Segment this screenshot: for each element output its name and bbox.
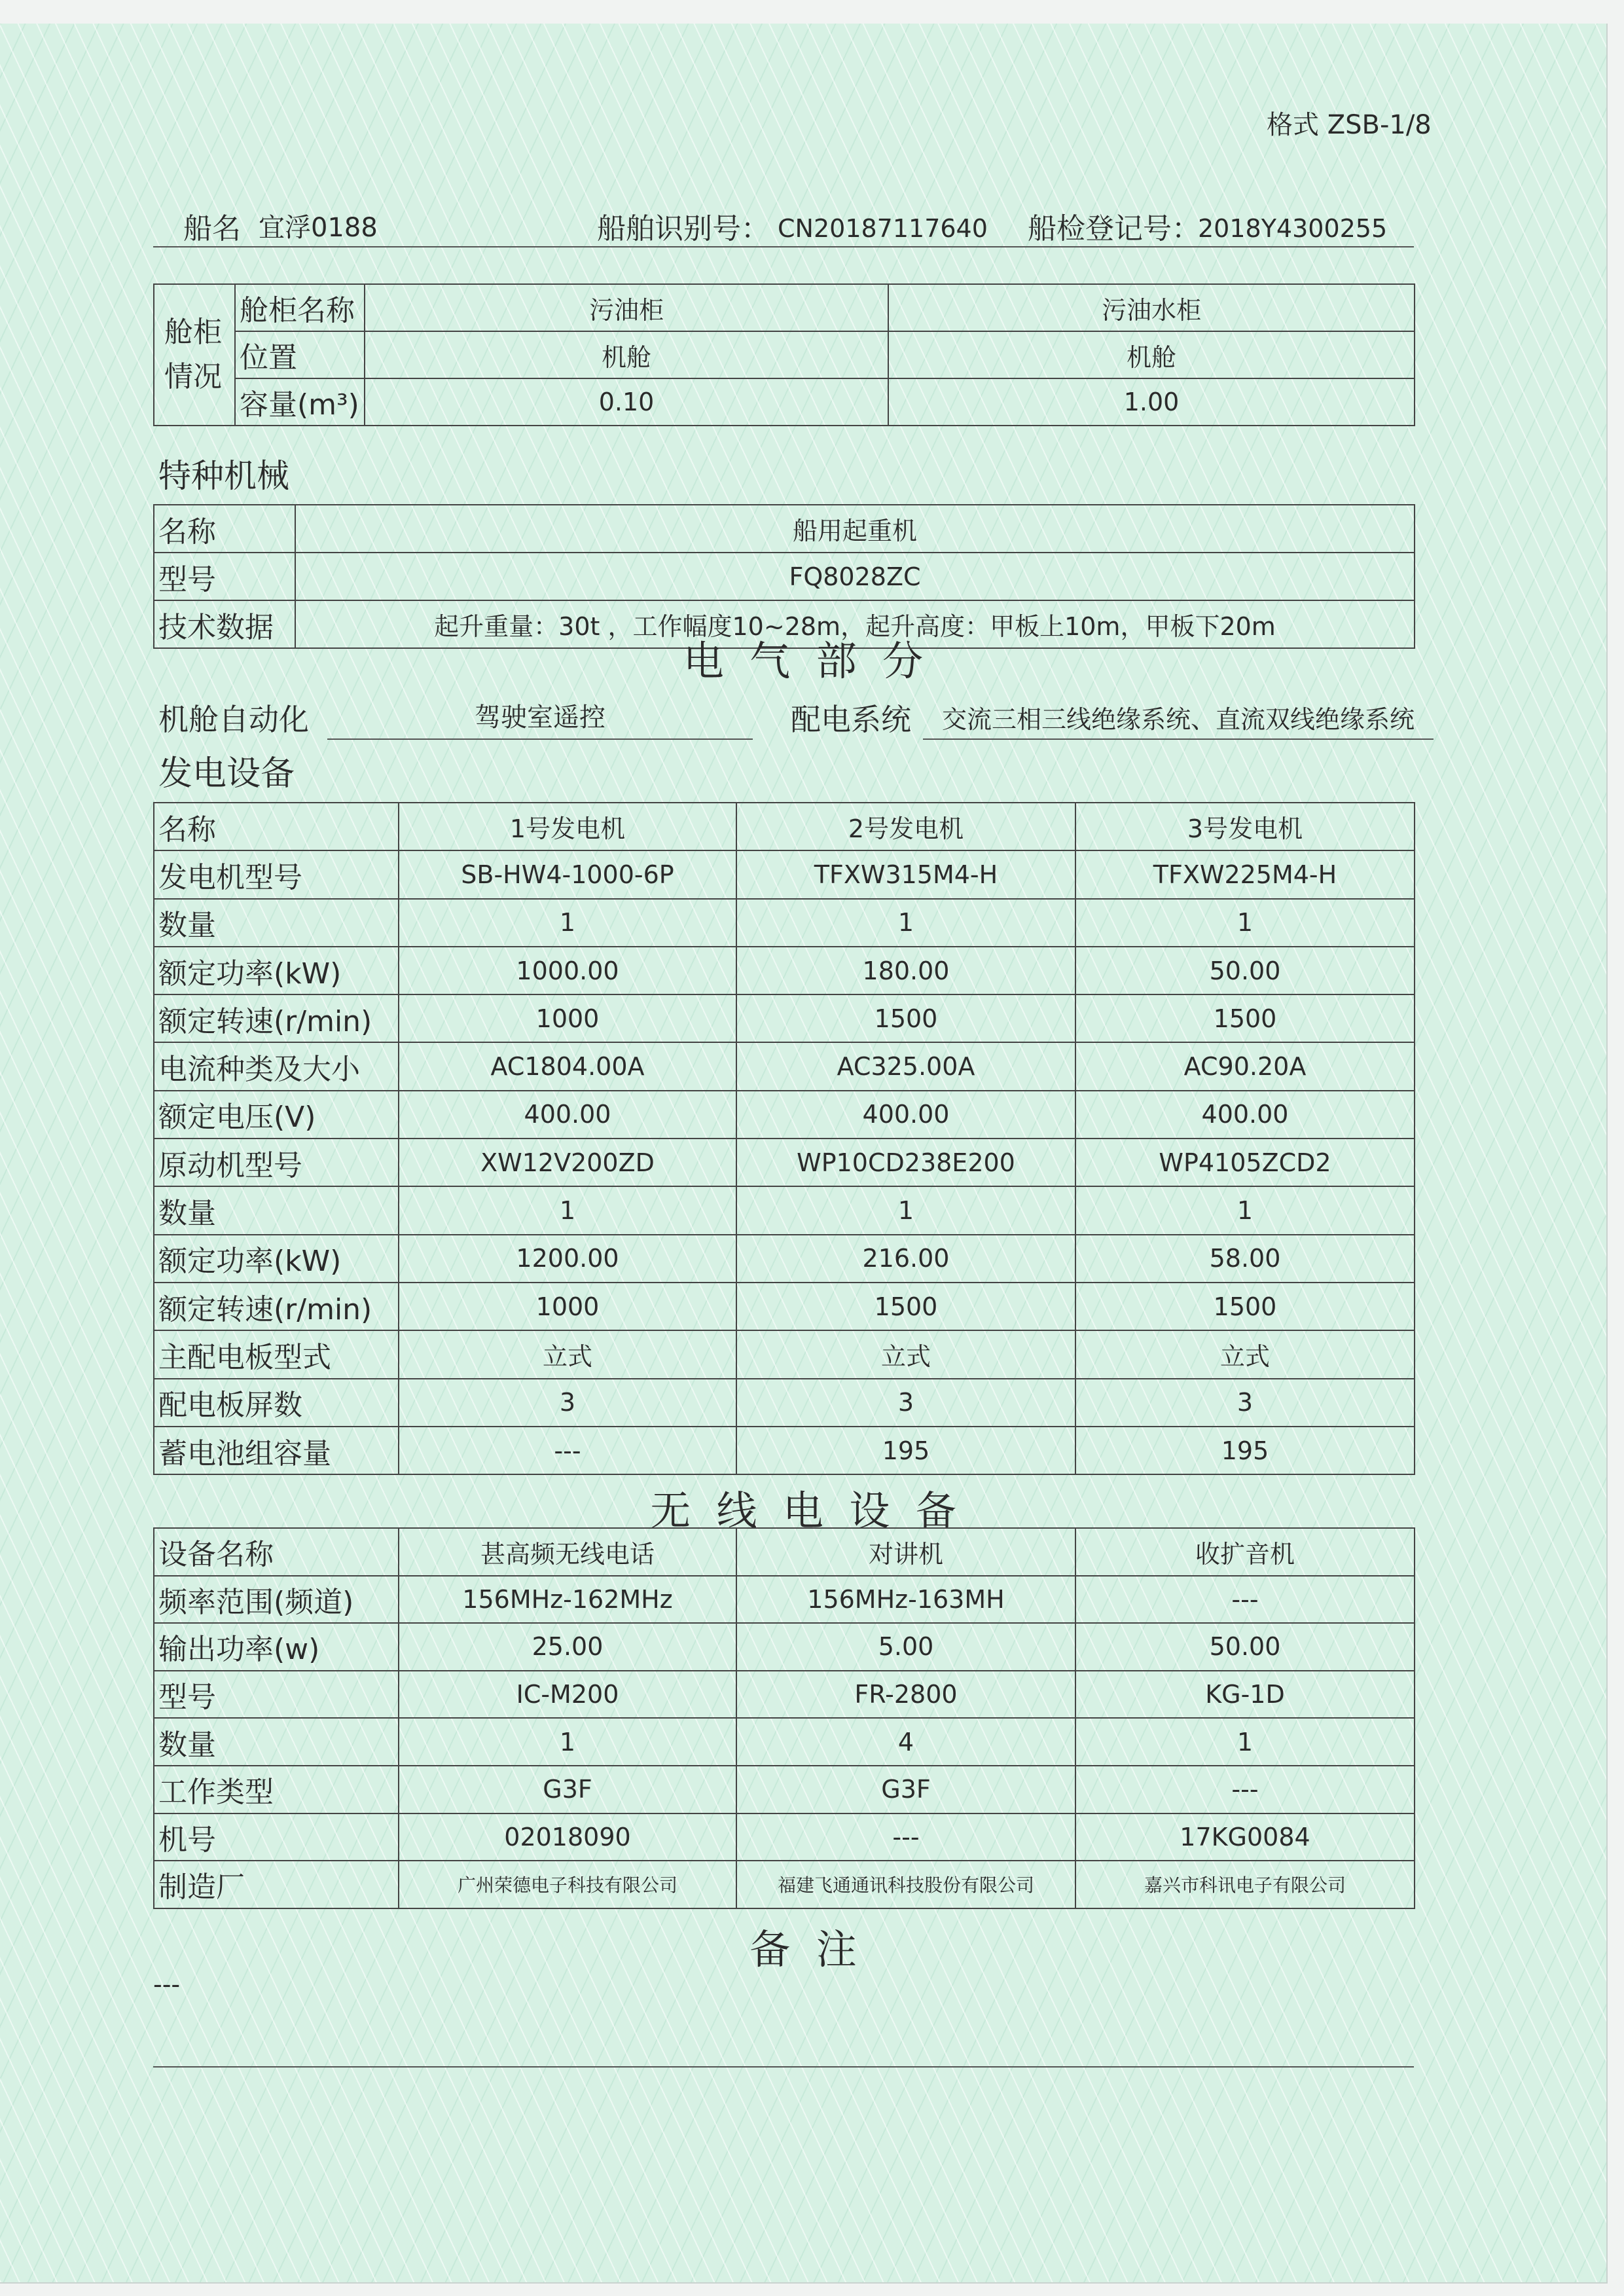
automation-value: 驾驶室遥控 (475, 702, 605, 733)
radio-table (153, 1527, 1415, 1909)
table-cell: G3F (399, 1766, 736, 1813)
table-cell: 1 (1075, 1718, 1415, 1766)
table-cell: 1200.00 (399, 1235, 736, 1283)
table-cell: AC1804.00A (399, 1042, 736, 1090)
tanks-row-label: 舱柜名称 (235, 284, 365, 331)
electrical-title: 电 气 部 分 (683, 637, 924, 685)
table-cell: XW12V200ZD (399, 1139, 736, 1186)
table-cell: 甚高频无线电话 (399, 1528, 736, 1576)
table-cell: KG-1D (1075, 1671, 1415, 1719)
machinery-cell: 船用起重机 (295, 505, 1415, 553)
tanks-row-label: 位置 (235, 331, 365, 378)
table-cell: 1500 (1075, 1283, 1415, 1330)
table-cell: 3 (1075, 1379, 1415, 1427)
table-cell: WP4105ZCD2 (1075, 1139, 1415, 1186)
table-cell: G3F (736, 1766, 1075, 1813)
machinery-cell: FQ8028ZC (295, 553, 1415, 600)
table-row (154, 994, 1415, 1042)
table-row (154, 1576, 1415, 1624)
table-cell: AC325.00A (736, 1042, 1075, 1090)
table-cell: 1500 (736, 994, 1075, 1042)
table-cell: 4 (736, 1718, 1075, 1766)
table-cell: 195 (1075, 1427, 1415, 1474)
table-cell: 1 (399, 1186, 736, 1234)
table-row (154, 1379, 1415, 1427)
table-cell: 3 (736, 1379, 1075, 1427)
row-label: 制造厂 (154, 1861, 399, 1908)
table-cell: 180.00 (736, 947, 1075, 994)
tanks-row-label: 容量(m³) (235, 378, 365, 426)
table-row (154, 1042, 1415, 1090)
table-cell: 400.00 (736, 1091, 1075, 1139)
row-label: 工作类型 (154, 1766, 399, 1813)
table-cell: 收扩音机 (1075, 1528, 1415, 1576)
table-cell: 58.00 (1075, 1235, 1415, 1283)
table-row (154, 1766, 1415, 1813)
table-cell: TFXW225M4-H (1075, 850, 1415, 898)
tanks-row (154, 378, 1415, 426)
table-cell: 50.00 (1075, 1623, 1415, 1671)
remarks-title: 备 注 (749, 1925, 857, 1973)
table-cell: 1 (1075, 1186, 1415, 1234)
distribution-underline (923, 738, 1434, 740)
automation-label: 机舱自动化 (158, 702, 309, 737)
table-cell: --- (1075, 1766, 1415, 1813)
table-row (154, 1861, 1415, 1908)
row-label: 设备名称 (154, 1528, 399, 1576)
ship-name-value: 宜浮0188 (259, 213, 378, 243)
table-cell: 1号发电机 (399, 803, 736, 850)
tanks-row (154, 331, 1415, 378)
table-cell: 1 (399, 899, 736, 947)
remarks-underline (153, 2066, 1414, 2068)
table-row (154, 1091, 1415, 1139)
ship-reg-label: 船检登记号： (1028, 212, 1200, 246)
row-label: 电流种类及大小 (154, 1042, 399, 1090)
table-row (154, 1623, 1415, 1671)
table-cell: 1000.00 (399, 947, 736, 994)
tanks-cell: 污油水柜 (888, 284, 1415, 331)
table-cell: 立式 (736, 1330, 1075, 1378)
table-cell: --- (1075, 1576, 1415, 1624)
ship-name-label: 船名 (183, 212, 241, 246)
machinery-row (154, 553, 1415, 600)
row-label: 发电机型号 (154, 850, 399, 898)
table-row (154, 1186, 1415, 1234)
table-cell: 嘉兴市科讯电子有限公司 (1075, 1861, 1415, 1908)
row-label: 型号 (154, 1671, 399, 1719)
distribution-label: 配电系统 (791, 702, 911, 737)
table-cell: 3号发电机 (1075, 803, 1415, 850)
row-label: 机号 (154, 1813, 399, 1861)
header-underline (153, 246, 1414, 247)
tanks-table (153, 283, 1415, 426)
table-cell: 1 (736, 899, 1075, 947)
tanks-group-label: 舱柜情况 (154, 284, 235, 426)
row-label: 输出功率(w) (154, 1623, 399, 1671)
gen-heading: 发电设备 (158, 754, 295, 793)
special-machinery-table (153, 504, 1415, 649)
row-label: 额定功率(kW) (154, 1235, 399, 1283)
table-cell: 1 (1075, 899, 1415, 947)
table-row (154, 1813, 1415, 1861)
row-label: 额定功率(kW) (154, 947, 399, 994)
row-label: 数量 (154, 1186, 399, 1234)
tanks-row (154, 284, 1415, 331)
row-label: 额定转速(r/min) (154, 1283, 399, 1330)
table-cell: 3 (399, 1379, 736, 1427)
row-label: 主配电板型式 (154, 1330, 399, 1378)
table-row (154, 947, 1415, 994)
ship-reg-value: 2018Y4300255 (1198, 214, 1388, 243)
table-cell: WP10CD238E200 (736, 1139, 1075, 1186)
table-cell: 立式 (399, 1330, 736, 1378)
tanks-cell: 0.10 (365, 378, 888, 426)
machinery-cell: 起升重量：30t ，工作幅度10~28m，起升高度：甲板上10m，甲板下20m (295, 600, 1415, 648)
table-cell: 195 (736, 1427, 1075, 1474)
table-cell: 156MHz-162MHz (399, 1576, 736, 1624)
tanks-cell: 机舱 (365, 331, 888, 378)
table-cell: IC-M200 (399, 1671, 736, 1719)
table-cell: 400.00 (399, 1091, 736, 1139)
table-cell: 对讲机 (736, 1528, 1075, 1576)
tanks-cell: 污油柜 (365, 284, 888, 331)
table-cell: 17KG0084 (1075, 1813, 1415, 1861)
table-cell: TFXW315M4-H (736, 850, 1075, 898)
table-row (154, 1718, 1415, 1766)
table-cell: 福建飞通通讯科技股份有限公司 (736, 1861, 1075, 1908)
table-cell: --- (736, 1813, 1075, 1861)
table-cell: 156MHz-163MH (736, 1576, 1075, 1624)
remarks-text: --- (153, 1970, 181, 1999)
table-cell: 02018090 (399, 1813, 736, 1861)
table-cell: 立式 (1075, 1330, 1415, 1378)
table-row (154, 803, 1415, 850)
table-cell: 1 (399, 1718, 736, 1766)
table-cell: 50.00 (1075, 947, 1415, 994)
radio-title: 无 线 电 设 备 (650, 1487, 956, 1535)
table-cell: --- (399, 1427, 736, 1474)
row-label: 数量 (154, 1718, 399, 1766)
table-row (154, 899, 1415, 947)
row-label: 额定转速(r/min) (154, 994, 399, 1042)
generator-table (153, 802, 1415, 1475)
table-row (154, 1427, 1415, 1474)
table-row (154, 1330, 1415, 1378)
row-label: 额定电压(V) (154, 1091, 399, 1139)
table-cell: 216.00 (736, 1235, 1075, 1283)
machinery-row (154, 505, 1415, 553)
table-row (154, 1671, 1415, 1719)
row-label: 原动机型号 (154, 1139, 399, 1186)
machinery-row-label: 型号 (154, 553, 295, 600)
ship-id-label: 船舶识别号： (597, 212, 770, 246)
tanks-cell: 机舱 (888, 331, 1415, 378)
table-cell: SB-HW4-1000-6P (399, 850, 736, 898)
table-cell: 广州荣德电子科技有限公司 (399, 1861, 736, 1908)
row-label: 数量 (154, 899, 399, 947)
table-cell: 1 (736, 1186, 1075, 1234)
table-cell: 1500 (736, 1283, 1075, 1330)
automation-underline (327, 738, 753, 740)
machinery-row-label: 名称 (154, 505, 295, 553)
special-machinery-heading: 特种机械 (158, 457, 289, 495)
row-label: 名称 (154, 803, 399, 850)
form-code: 格式 ZSB-1/8 (1267, 110, 1432, 140)
table-cell: 1000 (399, 1283, 736, 1330)
certificate-page (0, 24, 1608, 2284)
table-cell: 25.00 (399, 1623, 736, 1671)
ship-id-value: CN20187117640 (778, 214, 988, 243)
row-label: 频率范围(频道) (154, 1576, 399, 1624)
table-cell: AC90.20A (1075, 1042, 1415, 1090)
table-row (154, 1235, 1415, 1283)
table-cell: 1500 (1075, 994, 1415, 1042)
table-cell: 400.00 (1075, 1091, 1415, 1139)
row-label: 蓄电池组容量 (154, 1427, 399, 1474)
table-cell: FR-2800 (736, 1671, 1075, 1719)
table-row (154, 1139, 1415, 1186)
machinery-row-label: 技术数据 (154, 600, 295, 648)
table-cell: 1000 (399, 994, 736, 1042)
table-row (154, 1528, 1415, 1576)
distribution-value: 交流三相三线绝缘系统、直流双线绝缘系统 (941, 705, 1415, 734)
table-row (154, 850, 1415, 898)
row-label: 配电板屏数 (154, 1379, 399, 1427)
table-row (154, 1283, 1415, 1330)
table-cell: 2号发电机 (736, 803, 1075, 850)
table-cell: 5.00 (736, 1623, 1075, 1671)
tanks-cell: 1.00 (888, 378, 1415, 426)
